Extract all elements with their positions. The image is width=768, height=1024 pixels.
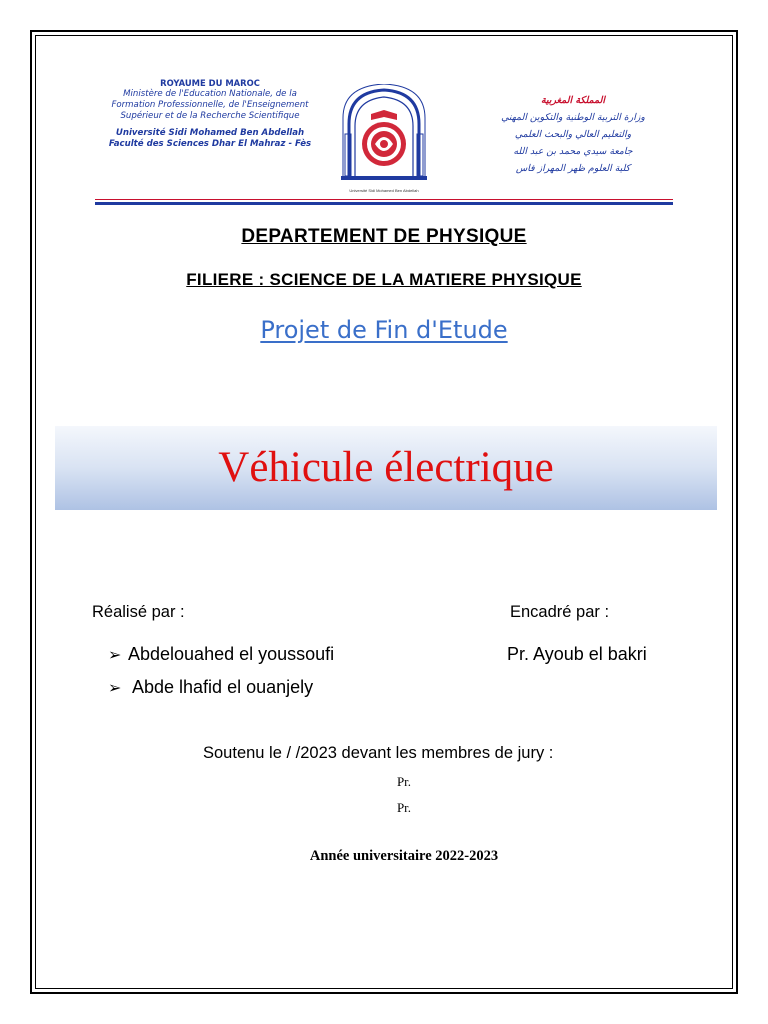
title-banner [55, 426, 717, 510]
realise-label: Réalisé par : [92, 603, 185, 621]
letterhead-rule-red [95, 199, 673, 200]
kingdom-label-ar: المملكة المغربية [541, 95, 605, 106]
project-type-heading: Projet de Fin d'Etude [260, 316, 508, 344]
supervisor-name: Pr. Ayoub el bakri [507, 644, 647, 664]
faculty-name: Faculté des Sciences Dhar El Mahraz - Fès [108, 139, 312, 149]
letterhead-arabic [473, 92, 673, 177]
ministry-ar-line-1: وزارة التربية الوطنية والتكوين المهني [501, 112, 645, 123]
letterhead-french [95, 78, 325, 150]
ministry-line-2: Formation Professionnelle, de l'Enseignement [111, 100, 309, 110]
logo-caption: Université Sidi Mohamed Ben Abdellah [349, 188, 419, 193]
defense-statement: Soutenu le / /2023 devant les membres de jury : [203, 744, 554, 762]
academic-year: Année universitaire 2022-2023 [309, 848, 499, 864]
ministry-ar-line-2: والتعليم العالي والبحث العلمي [514, 129, 632, 140]
university-logo [335, 84, 433, 196]
department-heading: DEPARTEMENT DE PHYSIQUE [241, 226, 527, 247]
letterhead-rule-blue [95, 202, 673, 205]
letterhead [95, 78, 673, 204]
university-name-ar: جامعة سيدي محمد بن عبد الله [513, 146, 633, 157]
ministry-line-3: Supérieur et de la Recherche Scientifique [120, 111, 300, 121]
bullet-arrow-icon: ➢ [108, 679, 122, 697]
university-name: Université Sidi Mohamed Ben Abdellah [115, 128, 305, 138]
kingdom-label: ROYAUME DU MAROC [160, 78, 260, 88]
filiere-heading: FILIERE : SCIENCE DE LA MATIERE PHYSIQUE [186, 270, 582, 289]
jury-member: Pr. [396, 800, 412, 815]
document-title: Véhicule électrique [218, 444, 554, 491]
student-name: Abdelouahed el youssoufi [128, 644, 335, 664]
student-name: Abde lhafid el ouanjely [132, 677, 314, 697]
student-item [108, 644, 334, 665]
ministry-line-1: Ministère de l'Education Nationale, de la [123, 89, 297, 99]
student-item [108, 677, 313, 698]
jury-member: Pr. [396, 774, 412, 789]
encadre-label: Encadré par : [510, 603, 610, 621]
faculty-name-ar: كلية العلوم ظهر المهراز فاس [515, 163, 631, 174]
bullet-arrow-icon: ➢ [108, 646, 122, 664]
